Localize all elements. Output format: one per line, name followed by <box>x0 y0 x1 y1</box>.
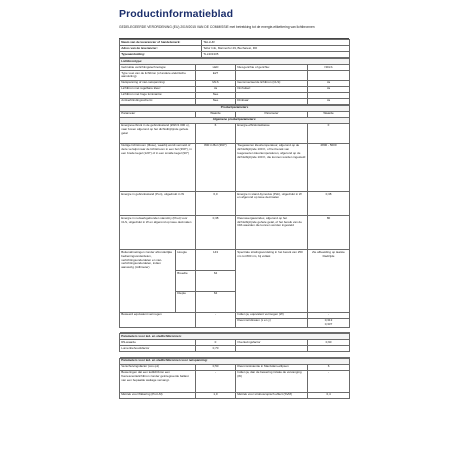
supplier-address-label: Adres van de leverancier: <box>120 45 202 51</box>
equivalent-power-label: Beweerd equivalent vermogen <box>120 312 196 328</box>
dimension-label: Breedte <box>176 271 196 292</box>
param-label: Dimbaar: <box>236 98 308 104</box>
table-row <box>120 370 350 392</box>
dimension-label: Hoogte <box>176 250 196 271</box>
general-params-heading: Algemene productparameters: <box>120 117 350 123</box>
param-value: 0,50 <box>196 364 236 370</box>
param-label: Niet-gerichte of gerichte: <box>236 64 308 70</box>
param-value: 0,90 <box>308 340 350 346</box>
lightsource-heading: Lichtbrontype: <box>120 58 350 64</box>
document-title: Productinformatieblad <box>119 8 234 20</box>
param-label: Metriek voor stroboscopisch effect (SVM) <box>236 392 308 398</box>
dimension-value: 143 <box>196 250 236 271</box>
param-value: Nee <box>196 98 236 104</box>
param-value: - <box>196 370 236 392</box>
param-label: Type voet van de lichtbron (of andere elektrische aansluiting) <box>120 70 196 80</box>
table-row <box>120 392 350 398</box>
param-label: Geconnecteerde lichtbron (CLS): <box>236 80 308 86</box>
led-params-heading: Parameters voor led- en oledlichtbronnen: <box>120 334 350 340</box>
spectral-value: Zie afbeelding op laatste bladzijde <box>308 250 350 312</box>
param-label: Indien ja, dan de bewering inzake de vervanging (W) <box>236 370 308 392</box>
param-value: Nee <box>196 92 236 98</box>
param-value: 800 in Bol (360°) <box>196 143 236 191</box>
table-row <box>120 143 350 191</box>
equivalent-power-value: - <box>196 312 236 328</box>
table-row <box>120 123 350 143</box>
param-value: MLS <box>196 80 236 86</box>
supplier-name-label: Naam van de leverancier of handelsmerk: <box>120 40 202 46</box>
product-information-sheet <box>119 4 349 466</box>
param-value: 0,70 <box>196 346 236 352</box>
param-label: Nuttige lichtstroom (Φuse), waarbij wordt vermeld of deze verwijst naar de lichtstroom in een bol (360°), in een brede kegel (120°) of in een smalle kegel (90°) <box>120 143 196 191</box>
lightsource-table <box>119 58 350 105</box>
param-value: F <box>308 123 350 143</box>
param-label: Antiverblindingsscherm: <box>120 98 196 104</box>
param-value: 0,38 <box>196 216 236 250</box>
regulation-intro: GEDELEGEERDE VERORDENING (EU) 2019/2015 VAN DE COMMISSIE met betrekking tot de energie-etikettering van lichtbronnen <box>119 25 315 29</box>
param-label: R9-waarde <box>120 340 196 346</box>
param-value: E27 <box>196 70 236 80</box>
spectral-label: Spectrale stralingsverdeling in het bereik van 250 nm tot 800 nm, bij vollast <box>236 250 308 312</box>
supplier-row <box>120 51 350 57</box>
param-label: Omhulsel: <box>236 86 308 92</box>
param-label: Energie in gebruiksstand (Pon), uitgedrukt in W <box>120 191 196 215</box>
param-label: Netspanning of niet-netspanning: <box>120 80 196 86</box>
table-row <box>120 98 350 104</box>
mains-params-heading: Parameters voor led- en oledlichtbronnen voor netspanning: <box>120 358 350 364</box>
param-label: Lumenbehoudsfactor <box>120 346 196 352</box>
supplier-name-value: TELLUR <box>202 40 350 46</box>
param-value: 1,0 <box>196 392 236 398</box>
supplier-address-value: Tellur Info, Marmorfor 29, Bucharest, RO <box>202 45 350 51</box>
supplier-table <box>119 39 350 58</box>
column-header: Parameter <box>236 111 308 117</box>
product-params-heading: Productparameters <box>120 105 350 111</box>
param-value: 0 <box>196 340 236 346</box>
product-params-table <box>119 105 350 334</box>
param-value: LED <box>196 64 236 70</box>
table-row <box>120 250 350 271</box>
param-value: 0,38 <box>308 191 350 215</box>
section-spacer <box>120 352 350 357</box>
chromaticity-values <box>308 318 350 328</box>
param-label: Gebruikte verlichtingstechnologie: <box>120 64 196 70</box>
param-label: Energieverbruik in de gebruiksstand (kWh/1 000 u), naar boven afgerond op het dichtstbijzijnde gehele getal <box>120 123 196 143</box>
section-spacer <box>120 328 350 333</box>
param-label <box>236 70 308 80</box>
chromaticity-x: 0,313 <box>324 318 333 323</box>
mains-params-table <box>119 358 350 399</box>
param-value: 2800 - 5000 <box>308 143 350 191</box>
param-value: Ja <box>196 86 236 92</box>
dimension-label: Diepte <box>176 291 196 312</box>
param-value: 6 <box>308 364 350 370</box>
column-header: Parameter <box>120 111 196 117</box>
param-value: Ja <box>308 98 350 104</box>
model-value: TLL331335 <box>202 51 350 57</box>
param-label: Lichtbron met regelbare kleur: <box>120 86 196 92</box>
param-value: NDLS <box>308 64 350 70</box>
table-row <box>120 216 350 250</box>
param-value: 80 <box>308 216 350 250</box>
data-sheet <box>119 38 349 399</box>
model-label: Typeaanduiding: <box>120 51 202 57</box>
param-label: Toegewezen kleurtemperatuur, afgerond op de dichtstbijzijnde 100 K, of het bereik van toegewezen kleurtemperaturen, afgerond op de dichtstbijzijnde 100 K, die kunnen worden ingesteld <box>236 143 308 191</box>
param-label: Energie in netwerkgebonden stand-by (Pnet) voor CLS, uitgedrukt in W en afgerond op twee decimalen <box>120 216 196 250</box>
param-label: Overlevingsfactor <box>236 340 308 346</box>
param-label: Metriek voor flikkering (Pst LM) <box>120 392 196 398</box>
param-label: Kleurconsistentie in MacAdam-ellipsen <box>236 364 308 370</box>
table-row <box>120 70 350 80</box>
param-label: Lichtbron met hoge luminantie: <box>120 92 196 98</box>
param-value: 6 <box>196 123 236 143</box>
table-row <box>120 191 350 215</box>
param-label: Beweringen dat een ledlichtbron een fluorescentielichtbron zonder geïntegreerde ballast van een bepaalde wattage vervangt. <box>120 370 196 392</box>
column-header: Waarde <box>308 111 350 117</box>
param-value: Ja <box>308 86 350 92</box>
led-params-table <box>119 333 350 357</box>
chromaticity-y: 0,337 <box>324 321 333 326</box>
param-label: Kleurweergaveindex, afgerond op het dichtstbijzijnde gehele getal, of het bereik van de CRI-waarden die kunnen worden ingesteld <box>236 216 308 250</box>
param-value: 0,4 <box>308 392 350 398</box>
param-value: - <box>308 370 350 392</box>
param-value: Ja <box>308 80 350 86</box>
param-value <box>308 70 350 80</box>
param-label: Energie-efficiëntieklasse <box>236 123 308 143</box>
chromaticity-label: Kleurcoördinaten (x en y) <box>236 318 308 328</box>
dimension-value: 64 <box>196 291 236 312</box>
param-label: Energie in stand-bymodus (Psb), uitgedrukt in W en afgerond op twee decimalen <box>236 191 308 215</box>
equivalent-power-right-label: Indien ja, equivalent vermogen (W) <box>236 312 308 318</box>
equivalent-power-right-value: - <box>308 312 350 318</box>
column-header: Waarde <box>196 111 236 117</box>
dimensions-label: Buitenafmetingen zonder afzonderlijke bedieningsonderdelen, verlichtingsonderdelen en niet-verlichtingsonderdelen, indien aanwezig (millimeter) <box>120 250 176 312</box>
param-label: Verschuivingsfactor (cos φ1) <box>120 364 196 370</box>
param-value: 6,0 <box>196 191 236 215</box>
dimension-value: 64 <box>196 271 236 292</box>
